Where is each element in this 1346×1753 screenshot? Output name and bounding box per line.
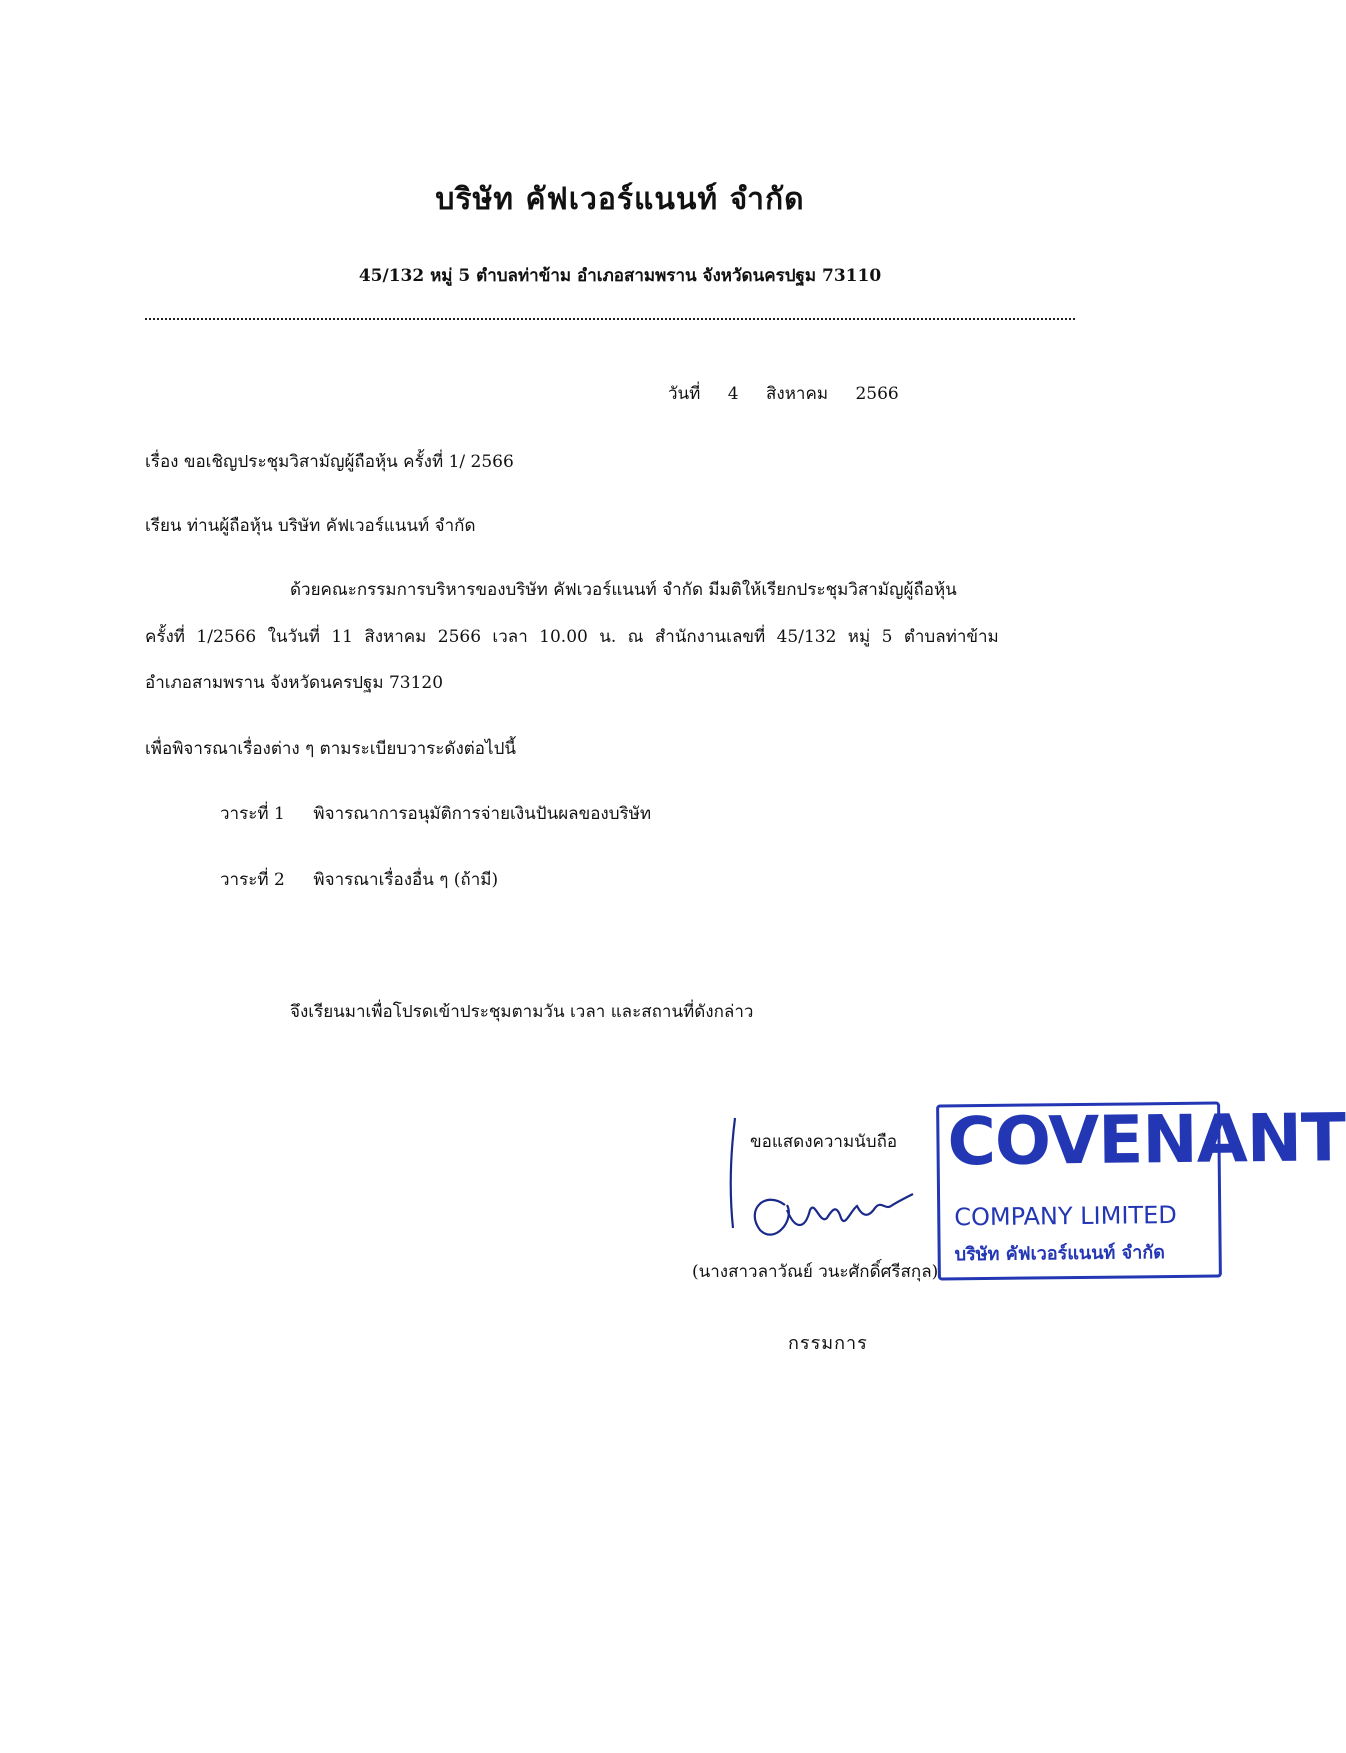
agenda-intro: เพื่อพิจารณาเรื่องต่าง ๆ ตามระเบียบวาระดังต่อไปนี้ — [145, 739, 516, 759]
body-line-3: อำเภอสามพราน จังหวัดนครปฐม 73120 — [145, 673, 444, 693]
company-address: 45/132 หมู่ 5 ตำบลท่าข้าม อำเภอสามพราน จังหวัดนครปฐม 73110 — [358, 266, 882, 286]
date-day: 4 — [727, 384, 739, 404]
date-label: วันที่ — [668, 384, 701, 404]
regards-text: ขอแสดงความนับถือ — [750, 1132, 898, 1152]
agenda-text: พิจารณาเรื่องอื่น ๆ (ถ้ามี) — [313, 870, 499, 890]
letter-date — [668, 380, 921, 407]
agenda-item — [220, 866, 498, 893]
company-stamp — [936, 1099, 1346, 1281]
letter-recipient: เรียน ท่านผู้ถือหุ้น บริษัท คัฟเวอร์แนนท์ จำกัด — [145, 516, 476, 536]
stamp-brand: COVENANT — [947, 1099, 1346, 1181]
date-year: 2566 — [855, 384, 899, 404]
letter-subject: เรื่อง ขอเชิญประชุมวิสามัญผู้ถือหุ้น ครั้งที่ 1/ 2566 — [145, 452, 514, 472]
signatory-name: (นางสาวลาวัณย์ วนะศักดิ์ศรีสกุล) — [692, 1262, 939, 1282]
stamp-company-en: COMPANY LIMITED — [954, 1200, 1177, 1232]
agenda-text: พิจารณาการอนุมัติการจ่ายเงินปันผลของบริษัท — [313, 804, 652, 824]
company-name: บริษัท คัฟเวอร์แนนท์ จำกัด — [435, 182, 805, 217]
date-month: สิงหาคม — [766, 384, 829, 404]
closing-sentence: จึงเรียนมาเพื่อโปรดเข้าประชุมตามวัน เวลา และสถานที่ดังกล่าว — [290, 1002, 754, 1022]
signatory-position: กรรมการ — [788, 1333, 868, 1354]
header-divider — [145, 318, 1075, 320]
agenda-item — [220, 800, 651, 827]
agenda-number: วาระที่ 2 — [220, 870, 285, 890]
body-line-2: ครั้งที่ 1/2566 ในวันที่ 11 สิงหาคม 2566 เวลา 10.00 น. ณ สำนักงานเลขที่ 45/132 หมู่ 5 ตำบลท่าข้าม — [145, 627, 999, 647]
body-line-1: ด้วยคณะกรรมการบริหารของบริษัท คัฟเวอร์แนนท์ จำกัด มีมติให้เรียกประชุมวิสามัญผู้ถือหุ้น — [290, 580, 957, 600]
stamp-company-th: บริษัท คัฟเวอร์แนนท์ จำกัด — [954, 1242, 1165, 1266]
handwritten-signature — [725, 1110, 925, 1240]
agenda-number: วาระที่ 1 — [220, 804, 285, 824]
